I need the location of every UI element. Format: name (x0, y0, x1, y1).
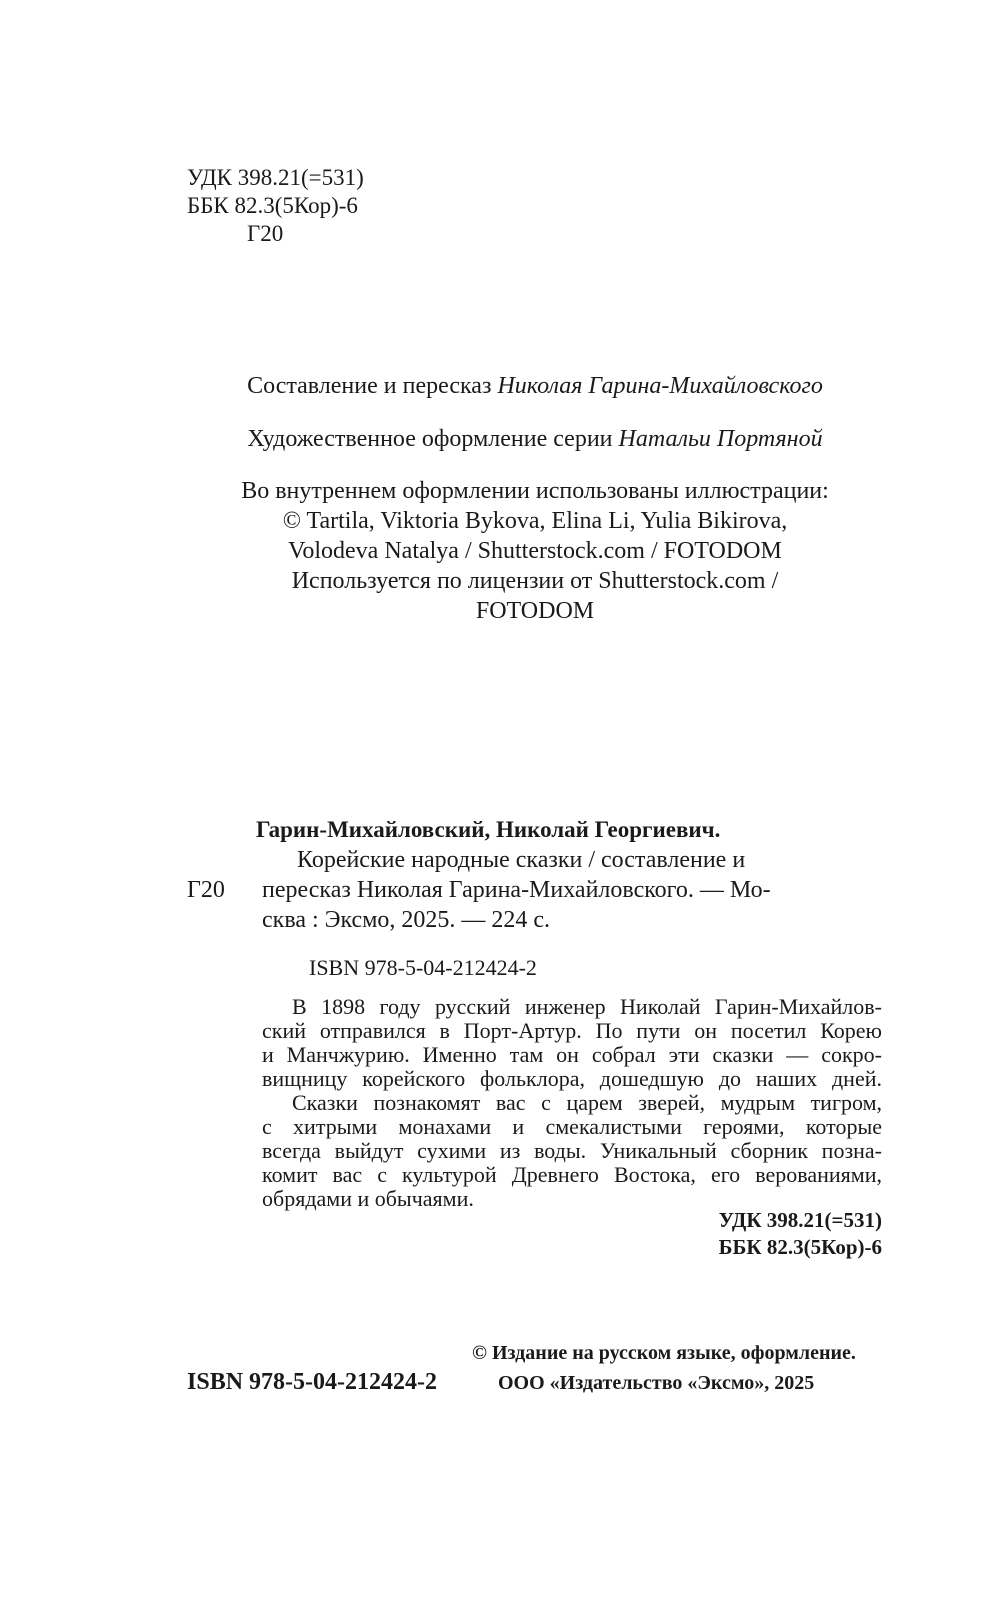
bib-description-line: сква : Эксмо, 2025. — 224 с. (262, 907, 551, 933)
credit-composition-name: Николая Гарина-Михайловского (497, 373, 823, 399)
illustrations-line: © Tartila, Viktoria Bykova, Elina Li, Yulia Bikirova, (282, 508, 788, 534)
annotation-line: и Манчжурию. Именно там он собрал эти сказки — сокро- (262, 1042, 882, 1067)
bib-description (262, 845, 882, 935)
annotation-line: В 1898 году русский инженер Николай Гарин-Михайлов- (292, 994, 882, 1019)
bib-description-line: Корейские народные сказки / составление и (297, 847, 746, 873)
bib-author: Гарин-Михайловский, Николай Георгиевич. (256, 817, 721, 842)
footer-isbn: ISBN 978-5-04-212424-2 (187, 1369, 437, 1395)
illustrations-line: Используется по лицензии от Shutterstock.com / (291, 568, 779, 594)
annotation-line: обрядами и обычаями. (262, 1186, 474, 1211)
bib-isbn: ISBN 978-5-04-212424-2 (309, 955, 537, 980)
bib-description-line: пересказ Николая Гарина-Михайловского. — Мо- (262, 877, 771, 903)
header-udk: УДК 398.21(=531) (187, 165, 364, 190)
copyright-line-2: ООО «Издательство «Эксмо», 2025 (498, 1372, 815, 1394)
credit-design-prefix: Художественное оформление серии (247, 426, 613, 452)
annotation-bbk: ББК 82.3(5Кор)-6 (718, 1235, 882, 1259)
annotation-line: ский отправился в Порт-Артур. По пути он посетил Корею (262, 1018, 882, 1043)
annotation-line: вищницу корейского фольклора, дошедшую до наших дней. (262, 1066, 882, 1091)
annotation-line: всегда выйдут сухими из воды. Уникальный сборник позна- (262, 1138, 882, 1163)
credit-composition-prefix: Составление и пересказ (247, 373, 492, 399)
credit-illustrations (140, 476, 930, 626)
header-bbk: ББК 82.3(5Кор)-6 (187, 193, 358, 218)
bib-code: Г20 (187, 877, 225, 903)
header-code: Г20 (247, 221, 284, 246)
credit-design (140, 424, 930, 454)
annotation-codes (719, 1207, 882, 1261)
copyright-line-1: © Издание на русском языке, оформление. (472, 1342, 856, 1364)
annotation-line: комит вас с культурой Древнего Востока, его верованиями, (262, 1162, 882, 1187)
illustrations-line: Volodeva Natalya / Shutterstock.com / FOTODOM (288, 538, 782, 564)
credit-design-name: Натальи Портяной (618, 426, 823, 452)
annotation-udk: УДК 398.21(=531) (718, 1208, 882, 1232)
illustrations-line: Во внутреннем оформлении использованы иллюстрации: (241, 478, 829, 504)
credit-composition (140, 371, 930, 401)
annotation-line: Сказки познакомят вас с царем зверей, мудрым тигром, (292, 1090, 882, 1115)
illustrations-line: FOTODOM (475, 598, 595, 624)
annotation-line: с хитрыми монахами и смекалистыми героями, которые (262, 1114, 882, 1139)
annotation (262, 995, 882, 1211)
